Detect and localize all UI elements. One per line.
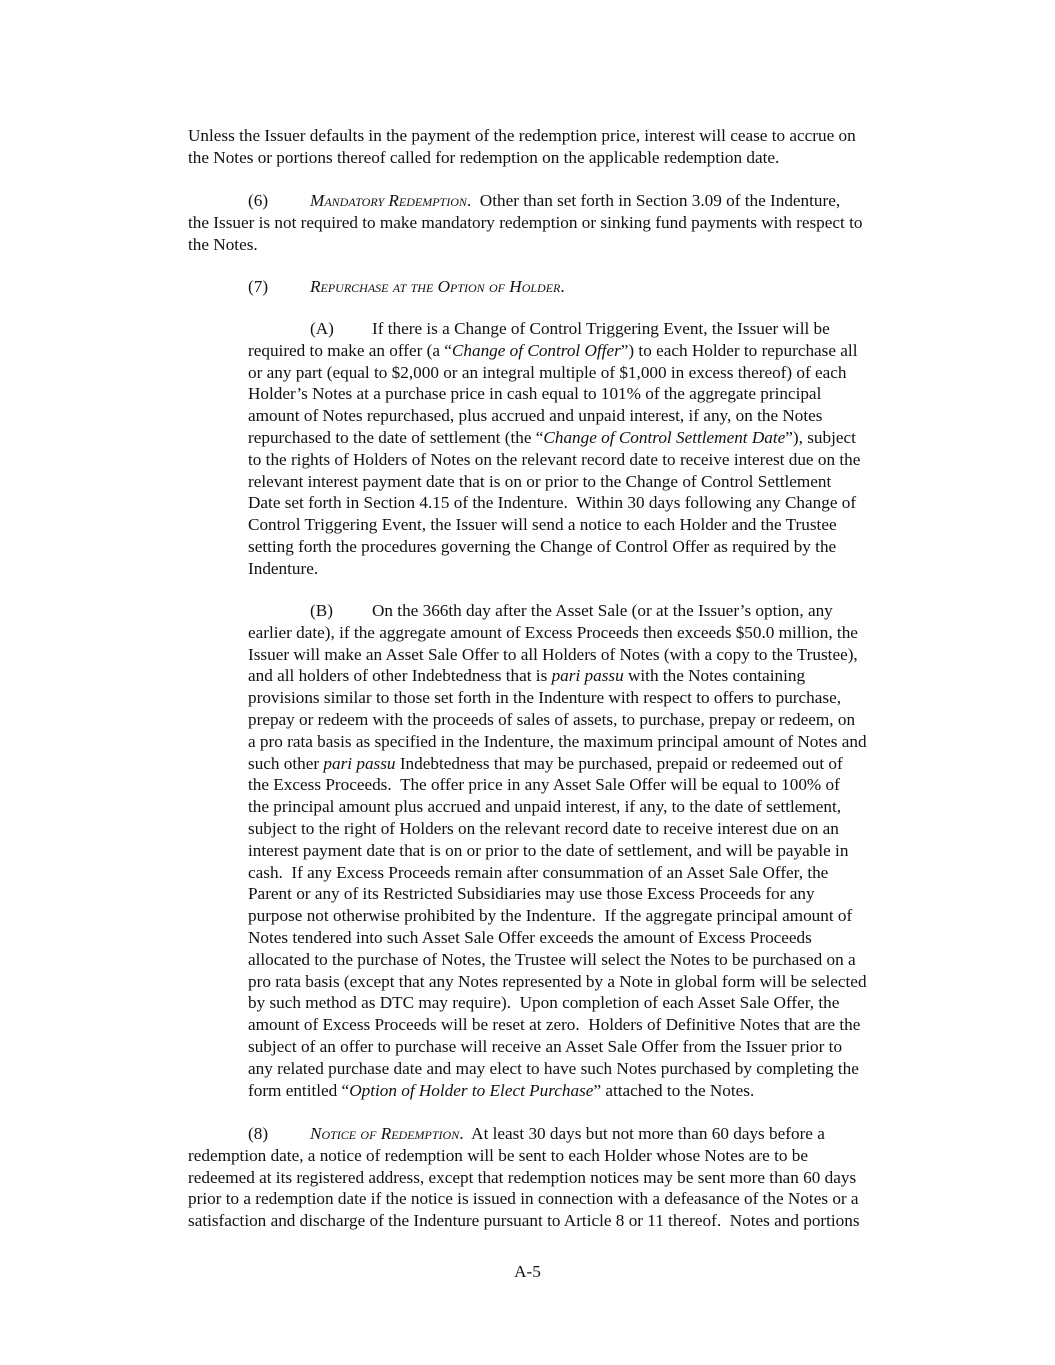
text-fragment: . At least 30 days but not more than 60 days before a (459, 1124, 825, 1143)
text-line: setting forth the procedures governing the Change of Control Offer as required by the (248, 536, 837, 556)
text-line: prepay or redeem with the proceeds of sales of assets, to purchase, prepay or redeem, on (248, 709, 856, 729)
text-line: Issuer will make an Asset Sale Offer to all Holders of Notes (with a copy to the Trustee), (248, 644, 858, 664)
text-fragment: and all holders of other Indebtedness that is (248, 666, 552, 686)
text-fragment: ” attached to the Notes. (593, 1080, 755, 1100)
text-fragment: repurchased to the date of settlement (the “ (248, 427, 544, 447)
section-number: (7) (248, 277, 269, 296)
text-fragment: If there is a Change of Control Triggering Event, the Issuer will be (372, 319, 830, 338)
text-line: subject of an offer to purchase will receive an Asset Sale Offer from the Issuer prior to (248, 1036, 843, 1056)
text-line: Unless the Issuer defaults in the payment of the redemption price, interest will cease to accrue on (188, 126, 856, 145)
section-8-notice-of-redemption (188, 1123, 860, 1232)
text-line: Notes tendered into such Asset Sale Offer exceeds the amount of Excess Proceeds (248, 927, 812, 947)
text-line: subject to the right of Holders on the relevant record date to receive interest due on an (248, 818, 839, 838)
text-line: by such method as DTC may require). Upon completion of each Asset Sale Offer, the (248, 993, 840, 1013)
text-line: earlier date), if the aggregate amount of Excess Proceeds then exceeds $50.0 million, the (248, 622, 858, 642)
text-fragment: On the 366th day after the Asset Sale (or at the Issuer’s option, any (372, 601, 833, 620)
defined-term: Option of Holder to Elect Purchase (349, 1080, 594, 1100)
section-heading: Repurchase at the Option of Holder (310, 277, 561, 296)
text-line: satisfaction and discharge of the Indenture pursuant to Article 8 or 11 thereof. Notes and portions (188, 1211, 860, 1231)
text-line: redemption date, a notice of redemption will be sent to each Holder whose Notes are to be (188, 1145, 808, 1165)
defined-term: Change of Control Settlement Date (543, 427, 786, 447)
section-heading: Mandatory Redemption (310, 191, 467, 210)
text-line: any related purchase date and may elect to have such Notes purchased by completing the (248, 1058, 859, 1078)
text-line: the Excess Proceeds. The offer price in any Asset Sale Offer will be equal to 100% of (248, 775, 840, 795)
section-heading: Notice of Redemption (310, 1124, 460, 1143)
text-line: redeemed at its registered address, except that redemption notices may be sent more than 60 days (188, 1167, 857, 1187)
text-line: Date set forth in Section 4.15 of the Indenture. Within 30 days following any Change of (248, 493, 857, 513)
text-line: the Notes or portions thereof called for redemption on the applicable redemption date. (188, 147, 780, 167)
text-line: the Notes. (188, 234, 258, 254)
text-line: the Issuer is not required to make mandatory redemption or sinking fund payments with respect to (188, 212, 863, 232)
section-6-mandatory-redemption (188, 190, 862, 255)
page-number: A-5 (514, 1262, 541, 1281)
section-number: (6) (248, 191, 269, 210)
text-fragment: Indebtedness that may be purchased, prepaid or redeemed out of (395, 753, 843, 773)
text-line: purpose not otherwise prohibited by the Indenture. If the aggregate principal amount of (248, 906, 853, 926)
defined-term: Change of Control Offer (451, 340, 621, 360)
text-fragment: such other (248, 753, 324, 773)
text-line: allocated to the purchase of Notes, the Trustee will select the Notes to be purchased on a (248, 949, 856, 969)
section-7b-asset-sale (248, 600, 867, 1101)
text-fragment: . (560, 277, 565, 296)
text-line: provisions similar to those set forth in the Indenture with respect to offers to purchase, (248, 688, 841, 708)
text-fragment: ”), subject (785, 427, 856, 447)
text-line: Control Triggering Event, the Issuer will send a notice to each Holder and the Trustee (248, 515, 837, 535)
text-line: Holder’s Notes at a purchase price in cash equal to 101% of the aggregate principal (248, 384, 822, 404)
paragraph-continuation (188, 125, 856, 169)
text-line: to the rights of Holders of Notes on the relevant record date to receive interest due on the (248, 449, 861, 469)
text-fragment: form entitled “ (248, 1080, 350, 1100)
text-line: interest payment date that is on or prior to the date of settlement, and will be payable in (248, 840, 849, 860)
section-number: (8) (248, 1124, 269, 1143)
section-7a-change-of-control (248, 318, 860, 580)
text-line: the principal amount plus accrued and unpaid interest, if any, to the date of settlement, (248, 797, 842, 817)
text-line: pro rata basis (except that any Notes represented by a Note in global form will be selected (248, 971, 867, 991)
text-fragment: . Other than set forth in Section 3.09 of the Indenture, (466, 191, 841, 210)
text-line: a pro rata basis as specified in the Indenture, the maximum principal amount of Notes and (248, 731, 867, 751)
text-fragment: ”) to each Holder to repurchase all (620, 340, 858, 360)
section-7-heading (248, 276, 565, 298)
latin-term: pari passu (323, 753, 396, 773)
subsection-number: (A) (310, 319, 334, 338)
text-line: relevant interest payment date that is on or prior to the Change of Control Settlement (248, 471, 832, 491)
text-fragment: with the Notes containing (623, 666, 806, 686)
text-line: or any part (equal to $2,000 or an integral multiple of $1,000 in excess thereof) of each (248, 362, 847, 382)
text-line: prior to a redemption date if the notice is issued in connection with a defeasance of the Notes or a (188, 1189, 859, 1209)
latin-term: pari passu (551, 666, 624, 686)
text-line: amount of Notes repurchased, plus accrued and unpaid interest, if any, on the Notes (248, 406, 823, 426)
text-fragment: required to make an offer (a “ (248, 340, 452, 360)
text-line: Parent or any of its Restricted Subsidiaries may use those Excess Proceeds for any (248, 884, 815, 904)
text-line: cash. If any Excess Proceeds remain after consummation of an Asset Sale Offer, the (248, 862, 829, 882)
text-line: amount of Excess Proceeds will be reset at zero. Holders of Definitive Notes that are the (248, 1015, 861, 1035)
subsection-number: (B) (310, 601, 333, 620)
text-line: Indenture. (248, 558, 319, 578)
